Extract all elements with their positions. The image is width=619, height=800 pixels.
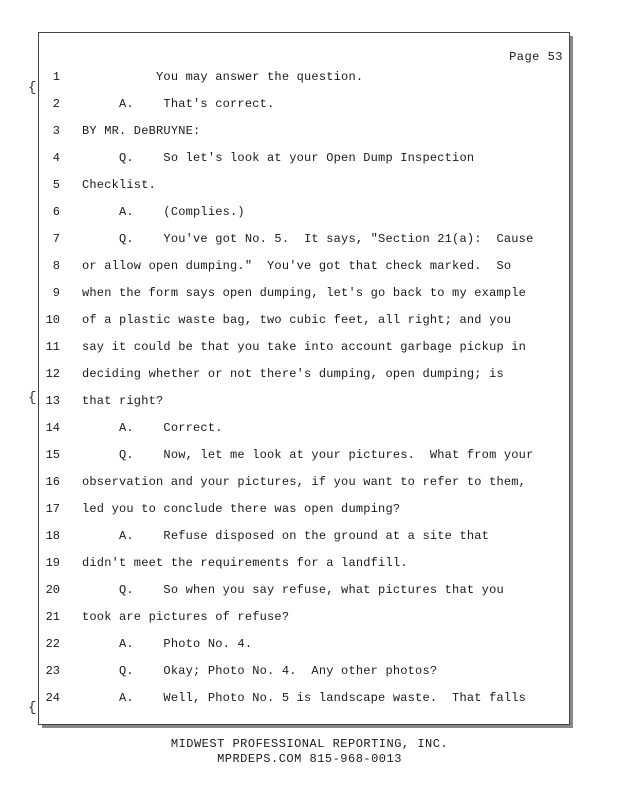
footer-contact: MPRDEPS.COM 815-968-0013 (217, 752, 402, 766)
line-number: 18 (45, 529, 60, 543)
transcript-line: deciding whether or not there's dumping, open dumping; is (82, 367, 504, 381)
line-number: 14 (45, 421, 60, 435)
transcript-line: A. Photo No. 4. (82, 637, 253, 651)
transcript-body (82, 67, 562, 715)
transcript-line: Q. Now, let me look at your pictures. What from your (82, 448, 534, 462)
line-number: 1 (52, 70, 60, 84)
line-number: 15 (45, 448, 60, 462)
line-number: 21 (45, 610, 60, 624)
binder-hole-mark: { (28, 700, 37, 716)
line-number: 20 (45, 583, 60, 597)
transcript-line: Q. Okay; Photo No. 4. Any other photos? (82, 664, 438, 678)
line-number: 5 (52, 178, 60, 192)
transcript-line: Q. You've got No. 5. It says, "Section 21(a): Cause (82, 232, 534, 246)
transcript-line: of a plastic waste bag, two cubic feet, all right; and you (82, 313, 512, 327)
transcript-line: when the form says open dumping, let's go back to my example (82, 286, 527, 300)
transcript-line: A. (Complies.) (82, 205, 245, 219)
transcript-line: A. Correct. (82, 421, 223, 435)
line-number: 12 (45, 367, 60, 381)
binder-hole-mark: { (28, 390, 37, 406)
transcript-line: or allow open dumping." You've got that check marked. So (82, 259, 512, 273)
transcript-line: Q. So when you say refuse, what pictures that you (82, 583, 504, 597)
transcript-line: You may answer the question. (82, 70, 364, 84)
line-number: 4 (52, 151, 60, 165)
line-number: 16 (45, 475, 60, 489)
line-number-column (38, 67, 68, 715)
transcript-line: didn't meet the requirements for a landfill. (82, 556, 408, 570)
transcript-line: led you to conclude there was open dumping? (82, 502, 401, 516)
line-number: 6 (52, 205, 60, 219)
transcript-line: A. Refuse disposed on the ground at a site that (82, 529, 490, 543)
transcript-line: A. Well, Photo No. 5 is landscape waste. That falls (82, 691, 527, 705)
page-shadow-right (570, 36, 573, 728)
line-number: 13 (45, 394, 60, 408)
line-number: 11 (45, 340, 60, 354)
transcript-line: Q. So let's look at your Open Dump Inspection (82, 151, 475, 165)
line-number: 22 (45, 637, 60, 651)
binder-hole-mark: { (28, 80, 37, 96)
transcript-line: took are pictures of refuse? (82, 610, 290, 624)
line-number: 9 (52, 286, 60, 300)
transcript-line: observation and your pictures, if you want to refer to them, (82, 475, 527, 489)
transcript-line: say it could be that you take into account garbage pickup in (82, 340, 527, 354)
transcript-line: BY MR. DeBRUYNE: (82, 124, 201, 138)
page-number: Page 53 (509, 50, 563, 64)
line-number: 23 (45, 664, 60, 678)
footer-company: MIDWEST PROFESSIONAL REPORTING, INC. (170, 737, 449, 751)
line-number: 17 (45, 502, 60, 516)
line-number: 19 (45, 556, 60, 570)
line-number: 2 (52, 97, 60, 111)
line-number: 8 (52, 259, 60, 273)
line-number: 10 (45, 313, 60, 327)
transcript-line: Checklist. (82, 178, 157, 192)
line-number: 3 (52, 124, 60, 138)
transcript-line: A. That's correct. (82, 97, 275, 111)
transcript-line: that right? (82, 394, 164, 408)
line-number: 7 (52, 232, 60, 246)
line-number: 24 (45, 691, 60, 705)
page-shadow-bottom (42, 725, 573, 728)
